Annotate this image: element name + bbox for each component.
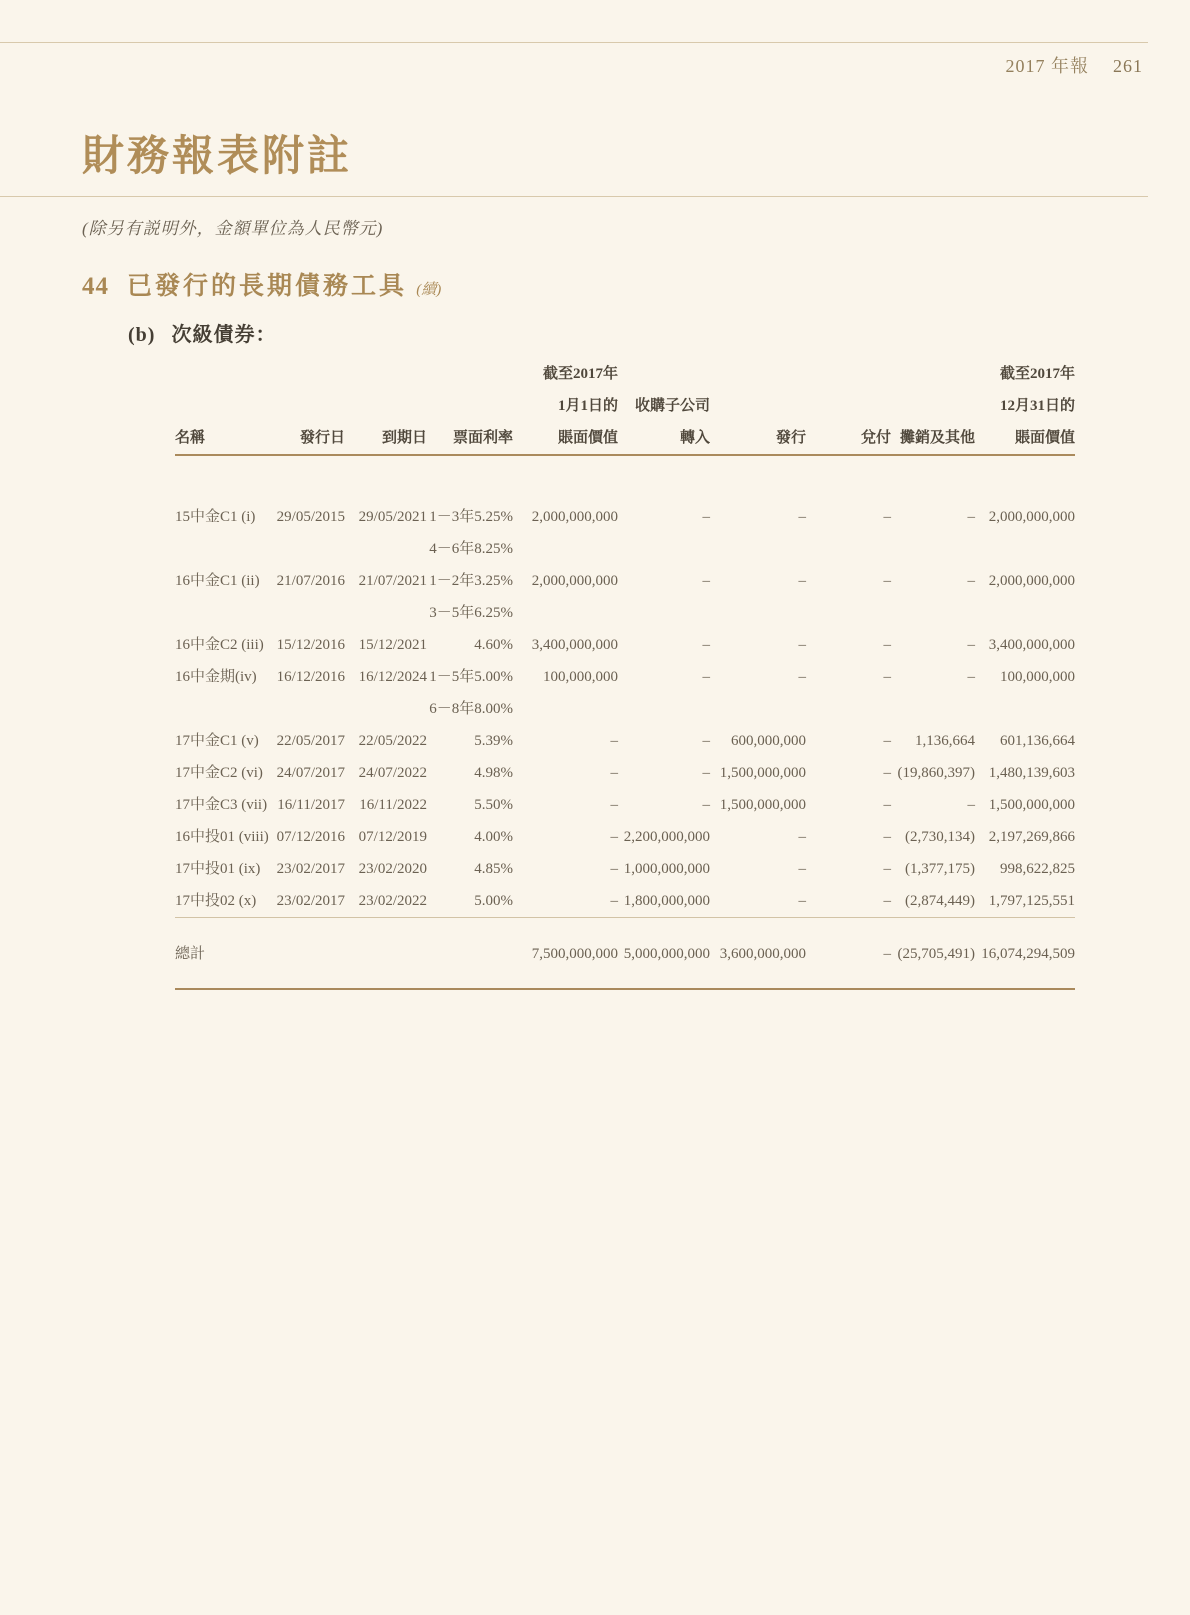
cell-maturity-date: 16/11/2022 xyxy=(359,797,427,813)
cell-name: 15中金C1 (i) xyxy=(175,509,256,525)
cell-transfer: 1,800,000,000 xyxy=(623,893,710,909)
cell-transfer: – xyxy=(702,733,710,749)
header-asof-dec-line1: 截至2017年 xyxy=(999,366,1075,382)
cell-issued: – xyxy=(798,893,806,909)
bond-row xyxy=(175,501,1075,565)
total-carrying-jan1: 7,500,000,000 xyxy=(513,930,618,989)
section-title: 已發行的長期債務工具 xyxy=(127,273,408,300)
bond-row xyxy=(175,885,1075,918)
cell-maturity-date: 24/07/2022 xyxy=(358,765,427,781)
total-amortisation: (25,705,491) xyxy=(891,930,975,989)
cell-carrying-dec31: 3,400,000,000 xyxy=(988,637,1075,653)
header-cell-empty xyxy=(175,358,513,390)
bond-row xyxy=(175,789,1075,821)
section-heading xyxy=(82,272,441,302)
cell-transfer: – xyxy=(702,797,710,813)
cell-carrying-dec31: 601,136,664 xyxy=(1000,733,1075,749)
cell-coupon: 1－5年5.00% 6－8年8.00% xyxy=(429,669,513,717)
cell-coupon: 4.98% xyxy=(474,765,513,781)
cell-amortisation: – xyxy=(967,797,975,813)
cell-issue-date: 07/12/2016 xyxy=(276,829,345,845)
cell-name: 16中投01 (viii) xyxy=(175,829,269,845)
header-issued: 發行 xyxy=(710,422,806,455)
cell-name: 16中金C1 (ii) xyxy=(175,573,260,589)
total-label: 總計 xyxy=(175,930,275,989)
cell-amortisation: (1,377,175) xyxy=(905,861,975,877)
cell-issue-date: 16/11/2017 xyxy=(277,797,345,813)
cell-transfer: – xyxy=(702,765,710,781)
cell-redeemed: – xyxy=(883,733,891,749)
cell-coupon: 5.00% xyxy=(474,893,513,909)
header-transfer-line1: 收購子公司 xyxy=(634,398,710,414)
page-header xyxy=(1006,52,1144,78)
cell-issue-date: 16/12/2016 xyxy=(276,669,345,685)
header-redeemed: 兌付 xyxy=(806,422,891,455)
bond-row xyxy=(175,565,1075,629)
header-row-labels xyxy=(175,422,1075,455)
header-row-asof-2 xyxy=(175,390,1075,422)
total-cell-empty xyxy=(427,930,513,989)
cell-coupon: 5.50% xyxy=(474,797,513,813)
cell-issued: – xyxy=(798,861,806,877)
title-rule xyxy=(0,196,1148,197)
header-spacer xyxy=(175,455,1075,501)
cell-name: 17中投01 (ix) xyxy=(175,861,261,877)
cell-coupon: 1－2年3.25% 3－5年6.25% xyxy=(429,573,513,621)
cell-redeemed: – xyxy=(883,893,891,909)
table-body xyxy=(175,501,1075,918)
cell-carrying-jan1: 2,000,000,000 xyxy=(531,509,618,525)
cell-transfer: 2,200,000,000 xyxy=(623,829,710,845)
cell-coupon: 4.85% xyxy=(474,861,513,877)
header-amortisation: 攤銷及其他 xyxy=(891,422,975,455)
section-number: 44 xyxy=(82,273,109,300)
cell-amortisation: – xyxy=(967,509,975,525)
cell-transfer: – xyxy=(702,509,710,525)
header-cell-empty xyxy=(618,358,975,390)
cell-coupon: 4.00% xyxy=(474,829,513,845)
cell-issue-date: 29/05/2015 xyxy=(276,509,345,525)
cell-redeemed: – xyxy=(883,573,891,589)
cell-issued: 1,500,000,000 xyxy=(719,797,806,813)
cell-issue-date: 15/12/2016 xyxy=(276,637,345,653)
table-footer xyxy=(175,918,1075,989)
total-issued: 3,600,000,000 xyxy=(710,930,806,989)
cell-name: 16中金C2 (iii) xyxy=(175,637,264,653)
cell-coupon: 1－3年5.25% 4－6年8.25% xyxy=(429,509,513,557)
cell-carrying-jan1: – xyxy=(610,797,618,813)
cell-amortisation: – xyxy=(967,669,975,685)
header-cell-empty xyxy=(710,390,975,422)
cell-carrying-dec31: 1,797,125,551 xyxy=(988,893,1075,909)
cell-issue-date: 24/07/2017 xyxy=(276,765,345,781)
cell-name: 17中金C2 (vi) xyxy=(175,765,263,781)
rule-cell xyxy=(175,918,1075,930)
cell-carrying-dec31: 1,480,139,603 xyxy=(988,765,1075,781)
cell-transfer: 1,000,000,000 xyxy=(623,861,710,877)
cell-issue-date: 21/07/2016 xyxy=(276,573,345,589)
cell-coupon: 4.60% xyxy=(474,637,513,653)
cell-redeemed: – xyxy=(883,765,891,781)
header-carrying-dec31: 賬面價值 xyxy=(975,422,1075,455)
cell-issued: – xyxy=(798,637,806,653)
cell-carrying-jan1: 100,000,000 xyxy=(543,669,618,685)
cell-name: 17中金C1 (v) xyxy=(175,733,259,749)
cell-maturity-date: 22/05/2022 xyxy=(358,733,427,749)
cell-amortisation: (2,874,449) xyxy=(905,893,975,909)
total-cell-empty xyxy=(275,930,345,989)
header-coupon-rate: 票面利率 xyxy=(427,422,513,455)
cell-carrying-dec31: 2,000,000,000 xyxy=(988,509,1075,525)
cell-carrying-jan1: – xyxy=(610,861,618,877)
subordinated-bonds-table xyxy=(175,358,1075,990)
cell-amortisation: 1,136,664 xyxy=(915,733,975,749)
cell-carrying-jan1: – xyxy=(610,829,618,845)
cell-carrying-dec31: 2,000,000,000 xyxy=(988,573,1075,589)
header-issue-date: 發行日 xyxy=(275,422,345,455)
header-row-asof-1 xyxy=(175,358,1075,390)
cell-issued: – xyxy=(798,573,806,589)
cell-name: 17中金C3 (vii) xyxy=(175,797,268,813)
cell-redeemed: – xyxy=(883,637,891,653)
cell-carrying-jan1: – xyxy=(610,765,618,781)
subsection-heading xyxy=(128,318,276,347)
cell-issue-date: 23/02/2017 xyxy=(276,861,345,877)
currency-note: (除另有説明外，金額單位為人民幣元) xyxy=(82,219,384,238)
cell-transfer: – xyxy=(702,637,710,653)
cell-carrying-dec31: 100,000,000 xyxy=(1000,669,1075,685)
header-asof-jan-line2: 1月1日的 xyxy=(557,398,618,414)
cell-carrying-dec31: 2,197,269,866 xyxy=(988,829,1075,845)
cell-coupon: 5.39% xyxy=(474,733,513,749)
header-name: 名稱 xyxy=(175,422,275,455)
cell-redeemed: – xyxy=(883,509,891,525)
bond-row xyxy=(175,821,1075,853)
header-asof-jan-line1: 截至2017年 xyxy=(542,366,618,382)
cell-issued: – xyxy=(798,509,806,525)
bond-row xyxy=(175,725,1075,757)
page-title: 財務報表附註 xyxy=(82,134,353,180)
cell-carrying-jan1: 2,000,000,000 xyxy=(531,573,618,589)
cell-issue-date: 23/02/2017 xyxy=(276,893,345,909)
header-cell-empty xyxy=(175,390,513,422)
cell-issue-date: 22/05/2017 xyxy=(276,733,345,749)
cell-amortisation: – xyxy=(967,637,975,653)
subsection-label: (b) xyxy=(128,324,156,346)
cell-name: 16中金期(iv) xyxy=(175,669,257,685)
cell-redeemed: – xyxy=(883,669,891,685)
total-row xyxy=(175,930,1075,989)
cell-name: 17中投02 (x) xyxy=(175,893,257,909)
header-carrying-jan1: 賬面價值 xyxy=(513,422,618,455)
cell-issued: 600,000,000 xyxy=(731,733,806,749)
bond-row xyxy=(175,757,1075,789)
report-year-label: 2017 年報 xyxy=(1005,56,1089,76)
cell-carrying-dec31: 1,500,000,000 xyxy=(988,797,1075,813)
bond-row xyxy=(175,661,1075,725)
total-transfer: 5,000,000,000 xyxy=(618,930,710,989)
cell-maturity-date: 15/12/2021 xyxy=(358,637,427,653)
subsection-title: 次級債券： xyxy=(171,324,277,346)
bond-row xyxy=(175,853,1075,885)
cell-maturity-date: 23/02/2022 xyxy=(358,893,427,909)
cell-redeemed: – xyxy=(883,797,891,813)
cell-maturity-date: 29/05/2021 xyxy=(358,509,427,525)
bond-row xyxy=(175,629,1075,661)
cell-amortisation: – xyxy=(967,573,975,589)
cell-redeemed: – xyxy=(883,861,891,877)
header-transfer-line2: 轉入 xyxy=(618,422,710,455)
cell-issued: – xyxy=(798,829,806,845)
cell-carrying-jan1: 3,400,000,000 xyxy=(531,637,618,653)
spacer-cell xyxy=(175,455,1075,501)
table-header xyxy=(175,358,1075,501)
pre-total-rule xyxy=(175,918,1075,930)
page-number: 261 xyxy=(1113,56,1143,76)
total-carrying-dec31: 16,074,294,509 xyxy=(975,930,1075,989)
cell-issued: 1,500,000,000 xyxy=(719,765,806,781)
cell-carrying-jan1: – xyxy=(610,733,618,749)
header-asof-dec-line2: 12月31日的 xyxy=(999,398,1075,414)
cell-maturity-date: 21/07/2021 xyxy=(358,573,427,589)
top-rule xyxy=(0,42,1148,43)
cell-redeemed: – xyxy=(883,829,891,845)
cell-maturity-date: 07/12/2019 xyxy=(358,829,427,845)
cell-amortisation: (19,860,397) xyxy=(897,765,975,781)
cell-maturity-date: 16/12/2024 xyxy=(358,669,427,685)
cell-issued: – xyxy=(798,669,806,685)
header-maturity-date: 到期日 xyxy=(345,422,427,455)
cell-maturity-date: 23/02/2020 xyxy=(358,861,427,877)
total-cell-empty xyxy=(345,930,427,989)
cell-transfer: – xyxy=(702,573,710,589)
total-redeemed: – xyxy=(806,930,891,989)
section-continued-label: (續) xyxy=(416,282,442,298)
cell-transfer: – xyxy=(702,669,710,685)
cell-amortisation: (2,730,134) xyxy=(905,829,975,845)
cell-carrying-jan1: – xyxy=(610,893,618,909)
cell-carrying-dec31: 998,622,825 xyxy=(1000,861,1075,877)
